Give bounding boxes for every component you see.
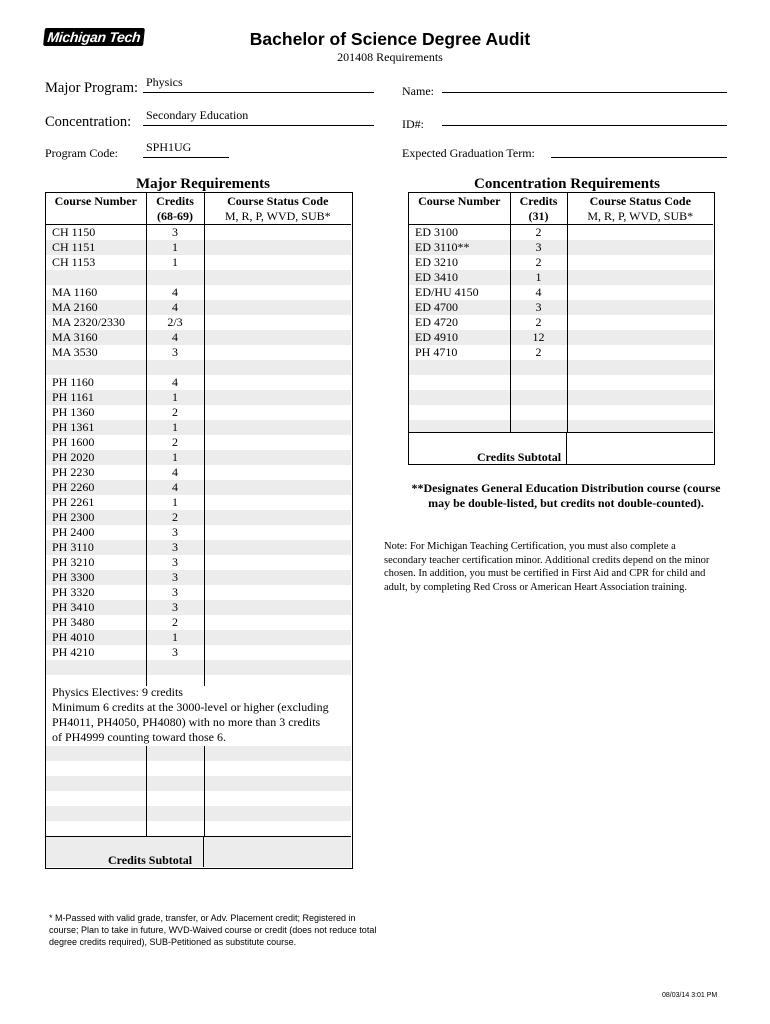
status-code-cell[interactable] (204, 555, 351, 570)
status-code-footnote (49, 912, 429, 948)
credits-cell (146, 660, 204, 675)
course-number-cell (46, 746, 146, 761)
course-number-cell (409, 360, 510, 375)
table-row (46, 525, 351, 540)
status-code-cell[interactable] (204, 240, 351, 255)
concentration-line (143, 125, 374, 126)
subtotal-divider (203, 837, 204, 867)
note-line: adult, by completing Red Cross or American Heart Association training. (384, 581, 687, 593)
table-row (46, 630, 351, 645)
course-number-cell: PH 2230 (52, 465, 95, 479)
credits-cell: 4 (146, 330, 204, 345)
status-code-cell[interactable] (567, 225, 713, 241)
credits-cell (146, 821, 204, 836)
major-program-value: Physics (146, 75, 183, 89)
subtotal-divider (566, 433, 567, 464)
page-subtitle: 201408 Requirements (337, 50, 443, 64)
credits-cell: 2 (146, 435, 204, 450)
table-row (46, 540, 351, 555)
course-number-cell (409, 390, 510, 405)
status-code-cell[interactable] (204, 746, 351, 761)
credits-cell: 12 (510, 330, 567, 345)
major-subtotal-row (46, 836, 351, 867)
status-code-cell[interactable] (567, 240, 713, 255)
name-field[interactable] (442, 92, 727, 93)
program-code-line (143, 157, 229, 158)
status-code-cell[interactable] (204, 585, 351, 600)
grad-term-field[interactable] (551, 157, 727, 158)
electives-line: Physics Electives: 9 credits (52, 685, 183, 699)
course-number-cell: ED 3410 (409, 270, 510, 285)
course-number-cell (46, 761, 146, 776)
course-number-cell (46, 660, 146, 675)
status-code-cell[interactable] (204, 615, 351, 630)
electives-line: of PH4999 counting toward those 6. (52, 730, 226, 744)
credits-cell (510, 375, 567, 390)
course-number-cell: MA 3530 (52, 345, 98, 359)
credits-cell: 2 (146, 405, 204, 420)
table-row (46, 300, 351, 315)
credits-cell: 4 (146, 375, 204, 390)
major-requirements-table (46, 193, 351, 690)
note-line: Note: For Michigan Teaching Certification, you must also complete a (384, 541, 676, 552)
status-code-cell[interactable] (567, 360, 713, 375)
course-number-cell: PH 1160 (52, 375, 94, 389)
table-row (46, 465, 351, 480)
course-number-cell: MA 2320/2330 (52, 315, 126, 329)
certification-note (384, 540, 754, 594)
status-code-cell[interactable] (204, 540, 351, 555)
credits-cell: 4 (146, 465, 204, 480)
credits-cell: 1 (146, 450, 204, 465)
status-code-cell[interactable] (567, 285, 713, 300)
table-row (46, 495, 351, 510)
credits-cell (146, 360, 204, 375)
major-col-credits: Credits (68-69) (146, 193, 204, 225)
concentration-requirements-title: Concentration Requirements (474, 176, 660, 192)
print-timestamp: 08/03/14 3:01 PM (662, 992, 718, 999)
course-number-cell: MA 1160 (52, 285, 98, 299)
table-row (409, 330, 713, 345)
credits-cell: 4 (146, 285, 204, 300)
table-row (409, 315, 713, 330)
credits-cell (146, 776, 204, 791)
credits-cell (510, 390, 567, 405)
table-row (46, 270, 351, 285)
status-code-cell[interactable] (567, 300, 713, 315)
status-code-cell[interactable] (204, 630, 351, 645)
course-number-cell: PH 1600 (52, 435, 95, 449)
credits-cell: 2 (146, 510, 204, 525)
table-row (46, 806, 351, 821)
credits-cell: 3 (510, 300, 567, 315)
table-row (409, 300, 713, 315)
table-row (46, 761, 351, 776)
credits-cell (146, 761, 204, 776)
status-code-cell[interactable] (204, 225, 351, 241)
status-code-cell[interactable] (204, 360, 351, 375)
course-number-cell: ED 4700 (409, 300, 510, 315)
conc-col-course: Course Number (409, 193, 510, 225)
course-number-cell: PH 3480 (52, 615, 95, 629)
status-code-cell[interactable] (567, 375, 713, 390)
table-row (46, 660, 351, 675)
course-number-cell: CH 1153 (52, 255, 96, 269)
table-row (46, 390, 351, 405)
credits-cell: 2/3 (146, 315, 204, 330)
table-row (46, 345, 351, 360)
table-row (46, 480, 351, 495)
status-code-cell[interactable] (204, 285, 351, 300)
major-subtotal-label: Credits Subtotal (108, 853, 193, 867)
course-number-cell: PH 1161 (46, 390, 146, 405)
credits-cell (510, 405, 567, 420)
designates-line: may be double-listed, but credits not double-counted). (428, 496, 704, 510)
electives-line: Minimum 6 credits at the 3000-level or higher (excluding (52, 700, 329, 714)
table-row (409, 240, 713, 255)
course-number-cell: ED 3100 (415, 225, 458, 239)
conc-col-credits: Credits (31) (510, 193, 567, 225)
status-code-cell[interactable] (204, 465, 351, 480)
status-code-cell[interactable] (204, 821, 351, 836)
credits-cell: 3 (146, 600, 204, 615)
grad-term-label: Expected Graduation Term: (402, 146, 535, 160)
course-number-cell (409, 375, 510, 390)
table-row (46, 791, 351, 806)
conc-subtotal-row (409, 432, 713, 464)
credits-cell: 3 (146, 570, 204, 585)
status-code-cell[interactable] (204, 330, 351, 345)
course-number-cell (46, 821, 146, 836)
course-number-cell: PH 2020 (46, 450, 146, 465)
id-label: ID#: (402, 117, 424, 131)
table-row (46, 225, 351, 241)
status-code-cell[interactable] (204, 645, 351, 660)
status-code-cell[interactable] (567, 405, 713, 420)
course-number-cell (46, 270, 146, 285)
major-requirements-title: Major Requirements (135, 176, 270, 192)
credits-cell: 3 (146, 345, 204, 360)
credits-cell: 3 (146, 585, 204, 600)
credits-cell: 3 (146, 555, 204, 570)
status-code-cell[interactable] (567, 345, 713, 360)
id-field[interactable] (442, 125, 727, 126)
credits-cell: 2 (510, 255, 567, 270)
course-number-cell (46, 360, 146, 375)
status-code-cell[interactable] (204, 255, 351, 270)
major-program-label: Major Program: (45, 80, 139, 96)
table-row (46, 585, 351, 600)
table-row (409, 405, 713, 420)
course-number-cell: PH 2400 (52, 525, 95, 539)
status-code-cell[interactable] (204, 776, 351, 791)
status-code-cell[interactable] (204, 435, 351, 450)
table-row (46, 435, 351, 450)
course-number-cell: MA 2160 (46, 300, 146, 315)
table-row (46, 405, 351, 420)
course-number-cell: ED 4910 (409, 330, 510, 345)
credits-cell: 1 (146, 255, 204, 270)
footnote-line: course; Plan to take in future, WVD-Waived course or credit (does not reduce total (49, 925, 377, 935)
physics-electives-text (52, 685, 352, 745)
program-code-label: Program Code: (45, 146, 118, 160)
table-row (46, 330, 351, 345)
major-extra-rows (46, 746, 351, 836)
course-number-cell: PH 2300 (46, 510, 146, 525)
credits-cell: 3 (146, 225, 204, 241)
status-code-cell[interactable] (567, 255, 713, 270)
program-code-value: SPH1UG (146, 140, 192, 154)
course-number-cell: PH 2260 (46, 480, 146, 495)
status-code-cell[interactable] (204, 510, 351, 525)
course-number-cell: PH 3110 (46, 540, 146, 555)
status-code-cell[interactable] (567, 315, 713, 330)
status-code-cell[interactable] (567, 330, 713, 345)
footnote-line: degree credits required), SUB-Petitioned as substitute course. (49, 937, 297, 947)
credits-cell: 2 (146, 615, 204, 630)
status-code-cell[interactable] (204, 315, 351, 330)
credits-cell (510, 360, 567, 375)
conc-col-status: Course Status Code M, R, P, WVD, SUB* (567, 193, 713, 225)
table-row (409, 360, 713, 375)
course-number-cell: PH 2261 (52, 495, 95, 509)
status-code-cell[interactable] (204, 270, 351, 285)
credits-cell (146, 746, 204, 761)
course-number-cell: ED/HU 4150 (415, 285, 479, 299)
course-number-cell: PH 3410 (46, 600, 146, 615)
status-code-cell[interactable] (204, 405, 351, 420)
table-row (409, 375, 713, 390)
page-title: Bachelor of Science Degree Audit (249, 29, 531, 49)
course-number-cell (409, 405, 510, 420)
table-row (46, 821, 351, 836)
credits-cell: 1 (146, 390, 204, 405)
status-code-cell[interactable] (204, 525, 351, 540)
course-number-cell: PH 1361 (46, 420, 146, 435)
table-row (46, 555, 351, 570)
table-row (409, 255, 713, 270)
status-code-cell[interactable] (204, 420, 351, 435)
status-code-cell[interactable] (204, 570, 351, 585)
credits-cell (146, 806, 204, 821)
credits-cell (146, 270, 204, 285)
credits-cell: 1 (146, 630, 204, 645)
credits-cell: 3 (146, 525, 204, 540)
course-number-cell: PH 4210 (52, 645, 95, 659)
table-row (409, 285, 713, 300)
table-row (409, 270, 713, 285)
credits-cell: 3 (510, 240, 567, 255)
table-row (409, 345, 713, 360)
michigan-tech-logo: Michigan Tech (43, 28, 145, 46)
status-code-cell[interactable] (204, 806, 351, 821)
status-code-cell[interactable] (204, 345, 351, 360)
footnote-line: * M-Passed with valid grade, transfer, or Adv. Placement credit; Registered in (49, 913, 356, 923)
table-row (409, 225, 713, 241)
table-row (46, 746, 351, 761)
note-line: secondary teacher certification minor. Additional credits depend on the minor (384, 554, 710, 566)
status-code-cell[interactable] (567, 270, 713, 285)
course-number-cell: MA 3160 (46, 330, 146, 345)
concentration-value: Secondary Education (146, 108, 249, 122)
course-number-cell: PH 4010 (46, 630, 146, 645)
designates-note (396, 481, 736, 511)
table-row (46, 450, 351, 465)
course-number-cell: PH 3210 (52, 555, 95, 569)
name-label: Name: (402, 84, 434, 98)
table-row (46, 615, 351, 630)
credits-cell: 3 (146, 645, 204, 660)
status-code-cell[interactable] (204, 495, 351, 510)
conc-subtotal-label: Credits Subtotal (477, 450, 562, 464)
credits-cell (146, 791, 204, 806)
major-col-course: Course Number (46, 193, 146, 225)
table-row (46, 645, 351, 660)
status-code-cell[interactable] (204, 660, 351, 675)
electives-line: PH4011, PH4050, PH4080) with no more than 3 credits (52, 715, 321, 729)
table-row (46, 510, 351, 525)
credits-cell: 2 (510, 315, 567, 330)
table-row (409, 390, 713, 405)
course-number-cell: CH 1150 (52, 225, 96, 239)
status-code-cell[interactable] (204, 300, 351, 315)
table-row (46, 255, 351, 270)
table-row (46, 285, 351, 300)
status-code-cell[interactable] (204, 375, 351, 390)
course-number-cell (46, 806, 146, 821)
credits-cell: 4 (510, 285, 567, 300)
course-number-cell: CH 1151 (46, 240, 146, 255)
status-code-cell[interactable] (204, 791, 351, 806)
major-program-line (143, 92, 374, 93)
status-code-cell[interactable] (204, 600, 351, 615)
status-code-cell[interactable] (204, 390, 351, 405)
major-col-status: Course Status Code M, R, P, WVD, SUB* (204, 193, 351, 225)
table-row (46, 375, 351, 390)
credits-cell: 4 (146, 480, 204, 495)
credits-cell: 4 (146, 300, 204, 315)
course-number-cell: PH 3320 (52, 585, 95, 599)
table-row (46, 420, 351, 435)
course-number-cell: PH 1360 (52, 405, 95, 419)
credits-cell: 1 (146, 495, 204, 510)
course-number-cell (46, 776, 146, 791)
course-number-cell: ED 4720 (415, 315, 458, 329)
credits-cell: 2 (510, 345, 567, 360)
table-row (46, 360, 351, 375)
status-code-cell[interactable] (204, 761, 351, 776)
note-line: chosen. In addition, you must be certified in First Aid and CPR for child and (384, 568, 706, 579)
concentration-label: Concentration: (45, 114, 132, 130)
credits-cell: 2 (510, 225, 567, 241)
credits-cell: 1 (146, 240, 204, 255)
status-code-cell[interactable] (204, 480, 351, 495)
table-row (46, 315, 351, 330)
course-number-cell: PH 3300 (46, 570, 146, 585)
table-row (46, 600, 351, 615)
concentration-requirements-table (409, 193, 713, 435)
course-number-cell: ED 3110** (409, 240, 510, 255)
table-row (46, 570, 351, 585)
credits-cell: 1 (510, 270, 567, 285)
table-row (46, 776, 351, 791)
table-row (46, 240, 351, 255)
status-code-cell[interactable] (204, 450, 351, 465)
status-code-cell[interactable] (567, 390, 713, 405)
credits-cell: 1 (146, 420, 204, 435)
credits-cell: 3 (146, 540, 204, 555)
designates-line: **Designates General Education Distribution course (course (411, 481, 721, 495)
course-number-cell: ED 3210 (415, 255, 458, 269)
course-number-cell (46, 791, 146, 806)
course-number-cell: PH 4710 (415, 345, 458, 359)
